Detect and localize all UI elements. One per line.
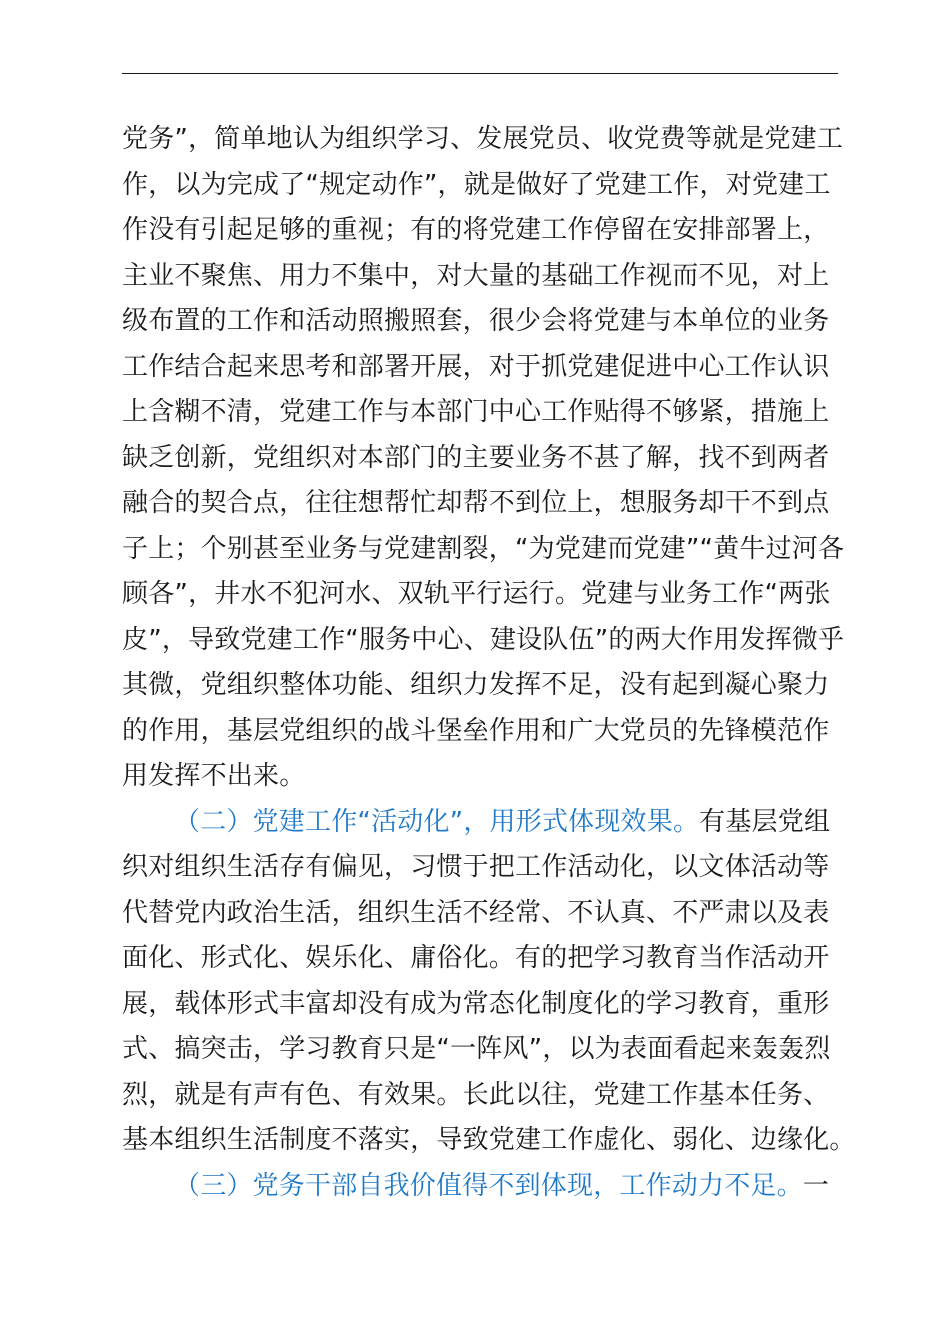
section-2-heading: （二）党建工作“活动化”，用形式体现效果。 <box>174 806 700 837</box>
section-2-first-line <box>122 800 838 846</box>
text-line: 的作用，基层党组织的战斗堡垒作用和广大党员的先锋模范作 <box>122 715 830 746</box>
text-line: 上含糊不清，党建工作与本部门中心工作贴得不够紧，措施上 <box>122 397 830 427</box>
section-2-lead-text: 有基层党组 <box>699 806 831 837</box>
text-line: 用发挥不出来。 <box>122 761 306 791</box>
section-3-lead-text: 一 <box>802 1170 830 1201</box>
text-line: 基本组织生活制度不落实，导致党建工作虚化、弱化、边缘化。 <box>122 1125 856 1155</box>
section-3-first-line <box>122 1164 838 1210</box>
text-line: 子上；个别甚至业务与党建割裂，“为党建而党建”“黄牛过河各 <box>122 533 845 564</box>
section-3-heading: （三）党务干部自我价值得不到体现，工作动力不足。 <box>174 1170 803 1201</box>
header-rule <box>122 73 838 74</box>
text-line: 融合的契合点，往往想帮忙却帮不到位上，想服务却干不到点 <box>122 488 830 518</box>
text-line: 党务”，简单地认为组织学习、发展党员、收党费等就是党建工 <box>122 124 844 154</box>
text-line: 皮”，导致党建工作“服务中心、建设队伍”的两大作用发挥微乎 <box>122 624 845 655</box>
paragraph-1 <box>122 117 845 800</box>
text-line: 展，载体形式丰富却没有成为常态化制度化的学习教育，重形 <box>122 988 830 1019</box>
text-line: 烈，就是有声有色、有效果。长此以往，党建工作基本任务、 <box>122 1079 830 1110</box>
text-line: 织对组织生活存有偏见，习惯于把工作活动化，以文体活动等 <box>122 852 830 882</box>
text-line: 作没有引起足够的重视；有的将党建工作停留在安排部署上， <box>122 215 830 245</box>
text-line: 缺乏创新，党组织对本部门的主要业务不甚了解，找不到两者 <box>122 442 830 473</box>
text-line: 代替党内政治生活，组织生活不经常、不认真、不严肃以及表 <box>122 897 830 928</box>
text-line: 面化、形式化、娱乐化、庸俗化。有的把学习教育当作活动开 <box>122 943 830 973</box>
text-line: 主业不聚焦、用力不集中，对大量的基础工作视而不见，对上 <box>122 260 830 291</box>
text-line: 式、搞突击，学习教育只是“一阵风”，以为表面看起来轰轰烈 <box>122 1034 831 1064</box>
document-body <box>122 117 856 1209</box>
text-line: 作，以为完成了“规定动作”，就是做好了党建工作，对党建工 <box>122 169 831 200</box>
section-3 <box>122 1164 838 1210</box>
text-line: 级布置的工作和活动照搬照套，很少会将党建与本单位的业务 <box>122 306 830 336</box>
section-2 <box>122 800 856 1164</box>
text-line: 其微，党组织整体功能、组织力发挥不足，没有起到凝心聚力 <box>122 670 830 700</box>
text-line: 顾各”，井水不犯河水、双轨平行运行。党建与业务工作“两张 <box>122 579 831 609</box>
text-line: 工作结合起来思考和部署开展，对于抓党建促进中心工作认识 <box>122 351 830 382</box>
